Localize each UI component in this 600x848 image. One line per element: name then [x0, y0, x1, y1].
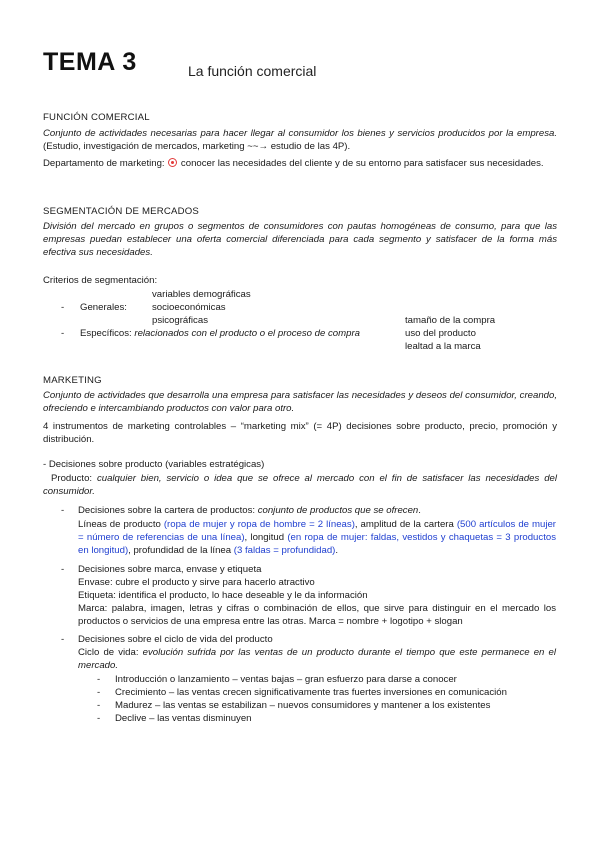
cartera-t2: , amplitud de la cartera	[354, 519, 457, 530]
bullet-dash: -	[61, 505, 65, 516]
tema-subtitle: La función comercial	[188, 63, 317, 79]
generales-item: socioeconómicas	[152, 302, 226, 313]
cartera-t5: .	[335, 545, 339, 556]
especificos-line	[80, 327, 360, 340]
decisiones-producto-heading: - Decisiones sobre producto (variables estratégicas)	[43, 459, 265, 470]
funcion-definition	[43, 127, 557, 153]
cartera-t4: , profundidad de la línea	[128, 545, 234, 556]
funcion-heading: FUNCIÓN COMERCIAL	[43, 112, 150, 123]
ciclo-title: Decisiones sobre el ciclo de vida del producto	[78, 634, 273, 645]
generales-item: variables demográficas	[152, 289, 251, 300]
bullet-dash: -	[97, 687, 101, 698]
segmentacion-heading: SEGMENTACIÓN DE MERCADOS	[43, 206, 200, 217]
ciclo-label: Ciclo de vida:	[78, 647, 143, 658]
ciclo-fase: Introducción o lanzamiento – ventas bajas – gran esfuerzo para darse a conocer	[115, 674, 457, 685]
marca-title: Decisiones sobre marca, envase y etiqueta	[78, 564, 262, 575]
marketing-heading: MARKETING	[43, 375, 102, 386]
funcion-departamento	[43, 157, 557, 170]
especificos-item: uso del producto	[405, 328, 476, 339]
especificos-label: Específicos:	[80, 328, 135, 339]
ciclo-definition	[78, 646, 556, 672]
producto-definition	[43, 472, 557, 498]
ciclo-fase: Madurez – las ventas se estabilizan – nuevos consumidores y mantener a los existentes	[115, 700, 491, 711]
marca-marca: Marca: palabra, imagen, letras y cifras o combinación de ellos, que sirve para distinguir en el mercado los productos o servicios de una empresa entre las otras. Marca = nombre + logotipo + slogan	[78, 603, 556, 627]
cartera-title-c: .	[418, 505, 421, 516]
cartera-b2: (500 artículos de mujer = número de referencias de una línea)	[78, 519, 556, 543]
cartera-b3: (en ropa de mujer: faldas, vestidos y chaquetas = 3 productos en longitud)	[78, 532, 556, 556]
cartera-title	[78, 504, 556, 517]
cartera-t3: , longitud	[244, 532, 288, 543]
funcion-def-italic: Conjunto de actividades necesarias para hacer llegar al consumidor los bienes y servicios producidos por la empresa.	[43, 128, 557, 139]
bullet-dash: -	[61, 634, 65, 645]
cartera-title-b: conjunto de productos que se ofrecen	[257, 505, 419, 516]
funcion-def-plain: (Estudio, investigación de mercados, marketing ~~→ estudio de las 4P).	[43, 141, 351, 152]
marca-envase: Envase: cubre el producto y sirve para hacerlo atractivo	[78, 577, 315, 588]
ciclo-fase: Declive – las ventas disminuyen	[115, 713, 252, 724]
cartera-b1: (ropa de mujer y ropa de hombre = 2 líneas)	[163, 519, 355, 530]
especificos-item: lealtad a la marca	[405, 341, 481, 352]
marketing-definition: Conjunto de actividades que desarrolla una empresa para satisfacer las necesidades y deseos del consumidor, creando, ofreciendo e intercambiando productos con valor para otro.	[43, 390, 557, 414]
ciclo-def: evolución sufrida por las ventas de un producto durante el tiempo que este permanece en el mercado.	[78, 647, 556, 671]
bullet-dash: -	[97, 713, 101, 724]
cartera-title-a: Decisiones sobre la cartera de productos:	[78, 505, 258, 516]
tema-title: TEMA 3	[43, 48, 137, 76]
dept-text: conocer las necesidades del cliente y de su entorno para satisfacer sus necesidades.	[178, 158, 544, 169]
producto-label: Producto:	[51, 473, 97, 484]
cartera-t1: Líneas de producto	[78, 519, 164, 530]
bullet-dash: -	[61, 564, 65, 575]
target-icon	[168, 158, 177, 167]
generales-label: Generales:	[80, 302, 127, 313]
segmentacion-definition: División del mercado en grupos o segmentos de consumidores con pautas homogéneas de consumo, para que las empresas puedan establecer una oferta comercial diferenciada para cada segmento y satisfacer de la forma más efectiva sus necesidades.	[43, 221, 557, 258]
bullet-dash: -	[97, 700, 101, 711]
marketing-instrumentos: 4 instrumentos de marketing controlables – “marketing mix” (= 4P) decisiones sobre producto, precio, promoción y distribución.	[43, 421, 557, 445]
especificos-def: relacionados con el producto o el proceso de compra	[134, 328, 360, 339]
bullet-dash: -	[97, 674, 101, 685]
dept-label: Departamento de marketing:	[43, 158, 168, 169]
bullet-dash: -	[61, 328, 65, 339]
title-row	[43, 48, 317, 79]
cartera-body	[78, 518, 556, 557]
marca-etiqueta: Etiqueta: identifica el producto, lo hace deseable y le da información	[78, 590, 368, 601]
criterios-label: Criterios de segmentación:	[43, 275, 158, 286]
ciclo-fase: Crecimiento – las ventas crecen significativamente tras fuertes inversiones en comunicación	[115, 687, 507, 698]
generales-item: psicográficas	[152, 315, 208, 326]
bullet-dash: -	[61, 302, 65, 313]
especificos-item: tamaño de la compra	[405, 315, 496, 326]
producto-def: cualquier bien, servicio o idea que se ofrece al mercado con el fin de satisfacer las necesidades del consumidor.	[43, 473, 557, 497]
cartera-b4: (3 faldas = profundidad)	[233, 545, 336, 556]
